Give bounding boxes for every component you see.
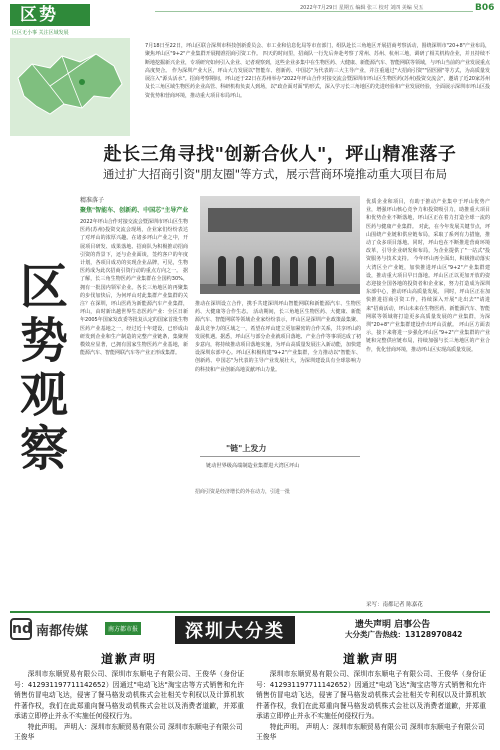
apology-notice [256,652,486,748]
page-header [0,0,500,40]
classified-banner [10,614,490,647]
section-title: 区势 [20,5,58,25]
column-title-char: 观 [19,367,68,423]
header-meta: 2022年7月29日 星期五 编辑 张三 校对 刘四 美编 吴五 [300,5,424,11]
nd-logo-icon: nd [10,618,32,640]
column-title [6,260,82,476]
column-title-char: 区 [19,259,68,315]
article-column-2-tail: 招商引资是经济增长的外在动力，引进一批 [195,489,291,495]
map-icon [10,38,130,136]
column-title-char: 察 [19,421,68,477]
photo-caption: 链动世界级高端制造业集群进大湾区坪山 [206,463,300,469]
person-figure [272,256,280,286]
person-figure [254,256,262,286]
notice-signature: 特此声明。 声明人：深圳市东顺贸易有限公司 深圳市东顺电子有限公司 王俊华 [14,722,243,741]
ad-hotline: 大分类广告热线：13128970842 [345,630,463,639]
classified-title: 深圳大分类 [175,616,295,644]
classified-categories: 遗失声明 启事公告 [355,620,431,630]
notice-title: 道歉声明 [342,652,399,666]
header-rule [155,11,473,12]
notice-title: 道歉声明 [100,652,157,666]
person-figure [290,256,298,286]
publisher-name: 南都传媒 [36,624,89,639]
section-divider [10,611,490,613]
caption-rule [200,456,360,457]
article-column-3: 优质企业和项目，有助于推动产业集中于坪山优势产业，增强坪山核心竞争力和投资吸引力，助推重大项目和优势企业不断落地，坪山区正在着力打造全球一流的医药与健康产业集群。 对此，在今年发展关键节点，坪山围绕产业链和供应链布局，采取了系列有力措施，推动了众多项目落地。同时，坪山也在不断推进营商环境改革，引导企业研发和布局，为企业提供了"一站式"投资服务与技术支持。 今年坪山再全面出，积极推动落实大湾区全产业链，加快推进坪山区"9+2"产业集群建设，推动重大项目早日落地。坪山区正以更加开放的姿态迎接全国各地的投资者和企业家，努力打造成为深圳东部中心，推动坪山高质量发展。 同时，坪山区正在加快推进招商引资工作，持续深入开展"走出去""请进来"招商活动，坪山未来在生物医药、新能源汽车、智能网联等领域将打造更多高质量发展的产业集群，为深圳"20+8"产业集群建设作出坪山贡献。 坪山区方面表示，接下来将进一步强化坪山区"9+2"产业集群的产业链和完整供应链布局，持续加强与长三角地区的产业合作，优化营商环境，推动坪山区实现高质量发展。 [366,199,490,353]
subheadline: 通过扩大招商引资"朋友圈"等方式，展示营商环境推动重大项目布局 [102,167,448,181]
publisher-tag: 南方都市报 [105,622,141,635]
author-credit: 采写：南都记者 陈嘉花 [366,602,423,608]
notice-body: 深圳市东顺贸易有限公司、深圳市东顺电子有限公司、王俊华（身份证号：412931197711142652）因通过"电动飞达"淘宝店等方式销售和允许销售仿冒电动飞达，侵害了餐马格发动机株式会社相关专利权以及计算机软件著作权，我们在此郑重向餐马格发动机株式会社以及消费者道歉，并郑重承诺立即停止并永不实施任何侵权行为。 [256,670,486,720]
publisher-logo [10,618,160,640]
page-code: B06 [475,3,495,13]
article-column-1: 2022年坪山合作对接交流会暨深圳市坪山区生物医药(苏州)投资交流会现场，企业家们纷纷表达了对坪山的浓厚兴趣。在诸多坪山产业之中，开展项目研发、成果落地、招商队为积极推动招商引资的背景下，还与企业面谈，签约客户的年度计划，各项目成功的实现企业品牌，可见，生物医药成为此次招商引资行动的重点方向之一。 据了解，长三角生物医药产业集群在全国约30%，拥有一批国内领军企业。各长三角地区的再聚集的步伐加快后，为何坪山对此集群产业集群的关注？在深圳，坪山医药为新能源汽车产业集群，坪山，由时新出越世界生态医药产业：全区日新年2005年国家发改委等批复认定的国家首批生物医药产业基地之一，经过近十年建设，已形成由研发到企业和生产制造的完整产业链条，集聚规模效应显著，已拥有国家生物医药产业基地，新能源汽车、智能网联汽车等产业正形成集群。 [80,219,188,357]
photo-caption-heading: "链"上发力 [226,444,267,453]
column-title-char: 势 [19,313,68,369]
event-photo [200,196,360,294]
person-figure [308,256,316,286]
headline: 赴长三角寻找"创新合伙人"，坪山精准落子 [103,144,457,165]
section-byline: 精准落子 [80,197,105,204]
intro-paragraph: 7月18日至22日，坪山区联合深圳市科技创新委员会、市工业和信息化局等市直部门，组队赴长三角地区开展招商考察活动，围绕深圳市"20+8"产业布局，聚焦坪山区"9+2"产业集群开展精准招商引资工作。 四天的时间里，招商队一行先后奔赴考察了常州、苏州、杭州三地，调研了相关机构企业，并且持续不断地挖掘新兴企业，专项研究如何引入企业、记者观察到，这些企业多集中在生物医药、大健康、新能源汽车、智能网联等领域，与坪山当前的产业发展重点高度契合。 作为深圳产业大区，坪山大力发展以"智能车、创新药、中国芯"为代表的三大主导产业，并注重通过"大招商引资""固医圈"等方式，为高质量发展注入"源头活水"。招商考察期间，坪山还于22日在苏州举办"2022年坪山合作对接交流会暨深圳市坪山区生物医药(苏州)投资交流会"，邀请了近20家苏州及长三角区域生物医药企业高管、科研机构负责人到场，以"政企面对面"的形式，深入学习长三角地区的先进经验和产业发展经验，全面展示深圳市坪山区投资优势和营商环境，推动重大项目布局坪山。 [145,43,491,99]
section-kicker: 聚焦"智能车、创新药、中国芯"主导产业 [80,207,189,214]
person-figure [326,256,334,286]
article-column-2: 推动在深圳设立合作，携手共建深圳坪山智能网联和新能源汽车、生物医药、大健康等合作生态。 活动期间，长三角地区生物医药、大健康、新能源汽车、智能网联等领域企业家纷纷表示，坪山区是深圳产业政策最集聚、最具竞争力的区域之一，希望在坪山建立更加紧密的合作关系，共享坪山的发展机遇。据悉，坪山区与部分企业就项目落地、产业合作等事项达成了初步意向，将持续推动项目落地实施，为坪山高质量发展注入新动能，加快建设深圳东部中心。坪山区积极构建"9+2"产业集群，全力推动以"智能车、创新药、中国芯"为代表的主导产业发展壮大，为深圳建设具有全球影响力的科技和产业创新高地贡献坪山力量。 [195,301,361,373]
person-figure [218,256,226,286]
apology-notice [14,652,244,748]
stage-banner [208,208,352,232]
person-figure [236,256,244,286]
notice-body: 深圳市东顺贸易有限公司、深圳市东顺电子有限公司、王俊华（身份证号：412931197711142652）因通过"电动飞达"淘宝店等方式销售和允许销售仿冒电动飞达，侵害了餐马格发动机株式会社相关专利权以及计算机软件著作权，我们在此郑重向餐马格发动机株式会社以及消费者道歉，并郑重承诺立即停止并永不实施任何侵权行为。 [14,670,244,720]
region-map-graphic [10,38,130,136]
notice-signature: 特此声明。 声明人：深圳市东顺贸易有限公司 深圳市东顺电子有限公司 王俊华 [256,722,485,741]
section-subtitle: 区区无小事 关注区域发展 [12,30,69,36]
